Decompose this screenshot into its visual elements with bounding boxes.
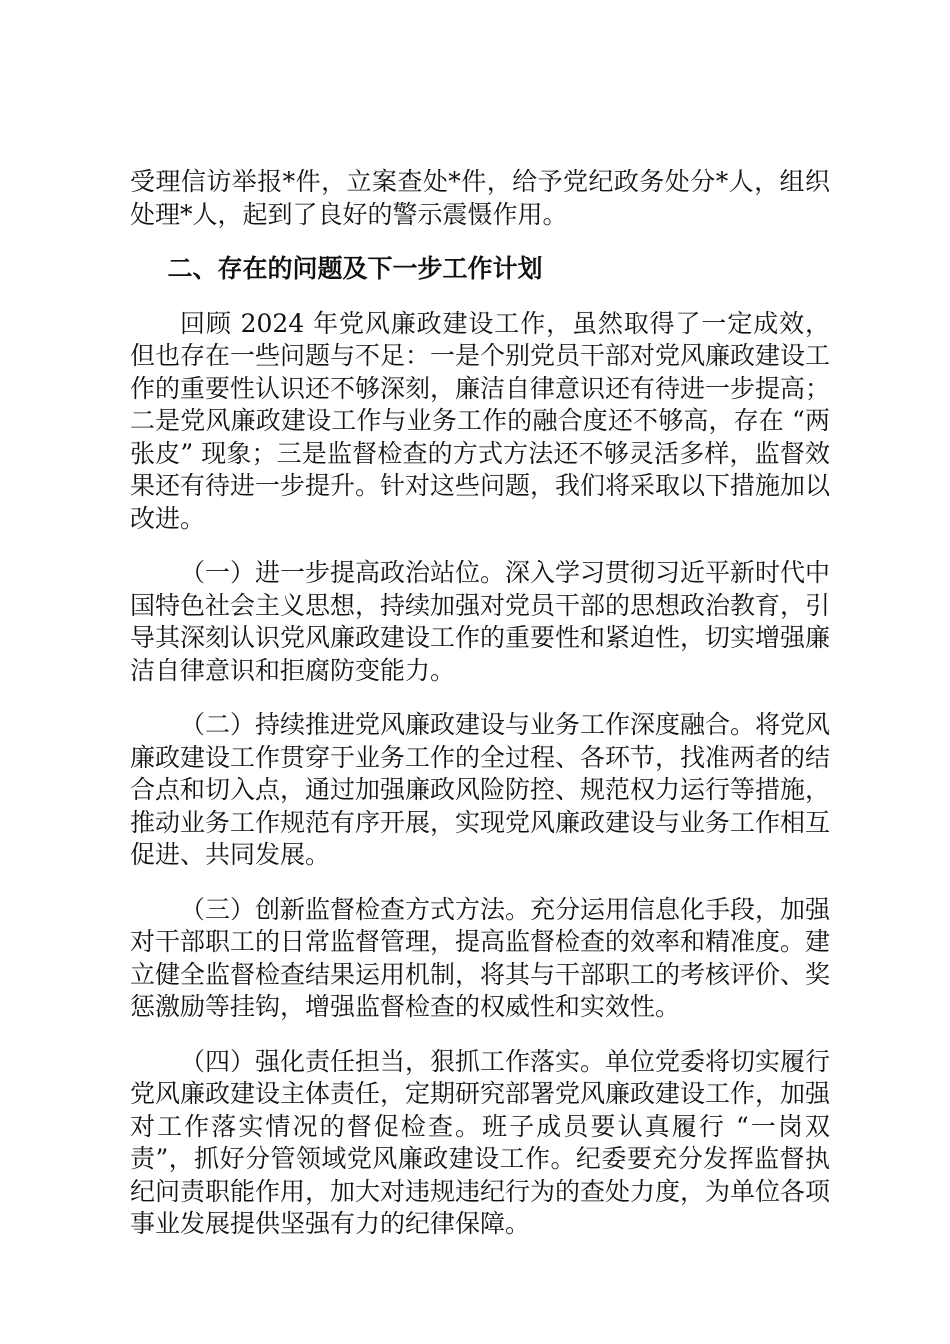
- paragraph-review: 回顾 2024 年党风廉政建设工作，虽然取得了一定成效，但也存在一些问题与不足：一是个别党员干部对党风廉政建设工作的重要性认识还不够深刻，廉洁自律意识还有待进一步提高；二是党风廉政建设工作与业务工作的融合度还不够高，存在 “两张皮” 现象；三是监督检查的方式方法还不够灵活多样，监督效果还有待进一步提升。针对这些问题，我们将采取以下措施加以改进。: [130, 308, 831, 533]
- paragraph-measure-1: （一）进一步提高政治站位。深入学习贯彻习近平新时代中国特色社会主义思想，持续加强对党员干部的思想政治教育，引导其深刻认识党风廉政建设工作的重要性和紧迫性，切实增强廉洁自律意识和拒腐防变能力。: [130, 558, 831, 685]
- paragraph-measure-4: （四）强化责任担当，狠抓工作落实。单位党委将切实履行党风廉政建设主体责任，定期研究部署党风廉政建设工作，加强对工作落实情况的督促检查。班子成员要认真履行 “一岗双责”，抓好分管领域党风廉政建设工作。纪委要充分发挥监督执纪问责职能作用，加大对违规违纪行为的查处力度，为单位各项事业发展提供坚强有力的纪律保障。: [130, 1046, 831, 1238]
- paragraph-measure-2: （二）持续推进党风廉政建设与业务工作深度融合。将党风廉政建设工作贯穿于业务工作的全过程、各环节，找准两者的结合点和切入点，通过加强廉政风险防控、规范权力运行等措施，推动业务工作规范有序开展，实现党风廉政建设与业务工作相互促进、共同发展。: [130, 710, 831, 869]
- section-heading: 二、存在的问题及下一步工作计划: [167, 254, 543, 283]
- paragraph-measure-3: （三）创新监督检查方式方法。充分运用信息化手段，加强对干部职工的日常监督管理，提高监督检查的效率和精准度。建立健全监督检查结果运用机制，将其与干部职工的考核评价、奖惩激励等挂钩，增强监督检查的权威性和实效性。: [130, 894, 831, 1021]
- continuation-paragraph: 受理信访举报*件，立案查处*件，给予党纪政务处分*人，组织处理*人，起到了良好的警示震慑作用。: [130, 167, 830, 229]
- document-page: [130, 166, 830, 1263]
